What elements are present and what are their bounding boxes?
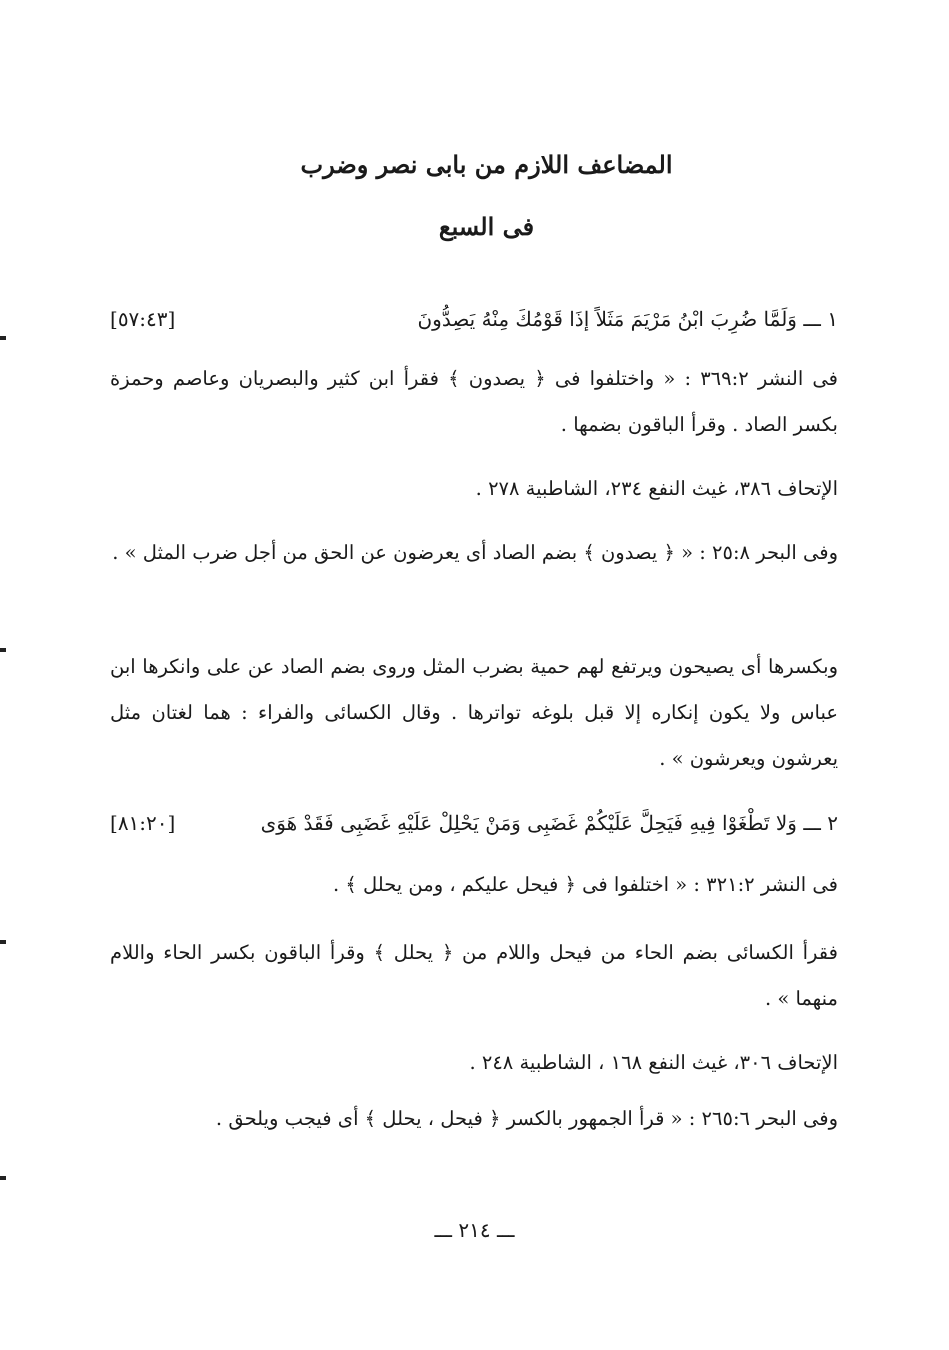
nashr-citation-1: فى النشر ٣٦٩:٢ : « واختلفوا فى ﴿ يصدون ﴾ فقرأ ابن كثير والبصريان وعاصم وحمزة بكسر الصاد . وقرأ الباقون بضمها . <box>110 367 838 436</box>
bahr-citation-1: وفى البحر ٢٥:٨ : « ﴿ يصدون ﴾ بضم الصاد أى يعرضون عن الحق من أجل ضرب المثل » . <box>112 541 838 564</box>
sources-citation-1: الإتحاف ٣٨٦، غيث النفع ٢٣٤، الشاطبية ٢٧٨ . <box>475 477 838 500</box>
commentary-paragraph: وبكسرها أى يصيحون ويرتفع لهم حمية بضرب المثل وروى بضم الصاد عن على وانكرها ابن عباس ولا يكون إنكاره إلا قبل بلوغه تواترها . وقال الكسائى والفراء : هما لغتان مثل يعرشون ويعرشون » . <box>110 655 838 770</box>
scan-edge-mark <box>0 940 6 944</box>
scan-edge-mark <box>0 336 6 340</box>
verse-1 <box>110 296 838 342</box>
page-number: ـــ ٢١٤ ـــ <box>434 1218 515 1242</box>
verse-1-text: ١ ـــ وَلَمَّا ضُرِبَ ابْنُ مَرْيَمَ مَثَلاً إذَا قَوْمُكَ مِنْهُ يَصِدُّونَ <box>417 307 838 331</box>
reading-explanation: فقرأ الكسائى بضم الحاء من فيحل واللام من ﴿ يحلل ﴾ وقرأ الباقون بكسر الحاء واللام منهما » . <box>110 941 838 1010</box>
scan-edge-mark <box>0 648 6 652</box>
verse-1-reference: [٥٧:٤٣] <box>110 307 176 331</box>
verse-2-reference: [٨١:٢٠] <box>110 811 176 835</box>
verse-2 <box>110 800 838 846</box>
scan-edge-mark <box>0 1176 6 1180</box>
sources-citation-2: الإتحاف ٣٠٦، غيث النفع ١٦٨ ، الشاطبية ٢٤٨ . <box>469 1051 838 1074</box>
bahr-citation-2: وفى البحر ٢٦٥:٦ : « قرأ الجمهور بالكسر ﴿ فيحل ، يحلل ﴾ أى فيجب ويلحق . <box>215 1107 838 1130</box>
verse-2-text: ٢ ـــ وَلا تَطْغَوْا فِيهِ فَيَحِلَّ عَلَيْكُمْ غَضَبِى وَمَنْ يَحْلِلْ عَلَيْهِ غَضَبِى فَقَدْ هَوَى <box>260 811 838 835</box>
nashr-citation-2: فى النشر ٣٢١:٢ : « اختلفوا فى ﴿ فيحل عليكم ، ومن يحلل ﴾ . <box>332 873 838 896</box>
chapter-subtitle: فى السبع <box>438 212 535 241</box>
chapter-title: المضاعف اللازم من بابى نصر وضرب <box>300 150 673 179</box>
